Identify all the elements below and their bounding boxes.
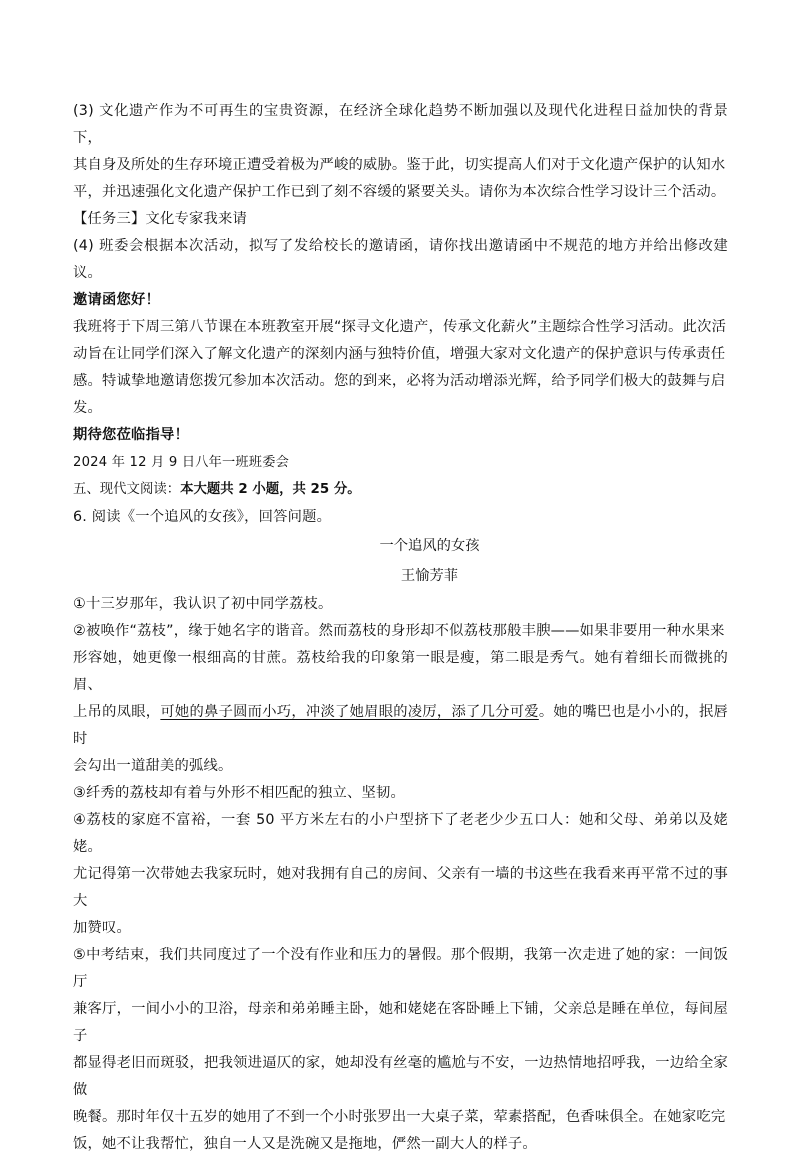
question-3-line-2: 其自身及所处的生存环境正遭受着极为严峻的威胁。鉴于此，切实提高人们对于文化遗产保护的认知水 [73, 157, 726, 173]
section-5-heading [73, 476, 728, 504]
section-5-prefix: 五、现代文阅读： [73, 482, 181, 497]
page-content [73, 98, 728, 1158]
article-author: 王愉芳菲 [400, 568, 459, 584]
article-paragraph-5-line-5: 饭，她不让我帮忙，独自一人又是洗碗又是拖地，俨然一副大人的样子。 [73, 1136, 537, 1152]
article-paragraph-2-line-3 [73, 699, 728, 753]
invitation-body-line-3: 感。特诚挚地邀请您拨冗参加本次活动。您的到来，必将为活动增添光辉，给予同学们极大的鼓舞与启 [73, 373, 726, 389]
article-paragraph-2-line-3-end: 。她的嘴巴也是小小的，抿唇时 [73, 704, 728, 747]
article-paragraph-4-line-3: 加赞叹。 [73, 920, 131, 936]
article-title: 一个追风的女孩 [379, 538, 480, 554]
article-paragraph-2-line-3-start: 上吊的凤眼， [73, 704, 161, 720]
section-5-details: 本大题共 2 小题，共 25 分。 [180, 482, 361, 497]
question-6-intro: 6. 阅读《一个追风的女孩》，回答问题。 [73, 509, 332, 525]
invitation-greeting: 邀请函您好！ [73, 292, 160, 308]
question-4-line-1: (4) 班委会根据本次活动，拟写了发给校长的邀请函，请你找出邀请函中不规范的地方并给出修改建议。 [73, 238, 728, 281]
invitation-body-line-4: 发。 [73, 400, 102, 416]
article-paragraph-5-line-3: 都显得老旧而斑驳，把我领进逼仄的家，她却没有丝毫的尴尬与不安，一边热情地招呼我，一边给全家做 [73, 1055, 728, 1098]
question-3-line-3: 平，并迅速强化文化遗产保护工作已到了刻不容缓的紧要关头。请你为本次综合性学习设计三个活动。 [73, 184, 726, 200]
article-paragraph-4-line-2: 尤记得第一次带她去我家玩时，她对我拥有自己的房间、父亲有一墙的书这些在我看来再平常不过的事大 [73, 866, 728, 909]
article-paragraph-1: ①十三岁那年，我认识了初中同学荔枝。 [73, 596, 333, 612]
question-3-line-1: (3) 文化遗产作为不可再生的宝贵资源，在经济全球化趋势不断加强以及现代化进程日益加快的背景下， [73, 103, 728, 146]
article-paragraph-2-line-1: ②被唤作“荔枝”，缘于她名字的谐音。然而荔枝的身形却不似荔枝那般丰腴——如果非要用一种水果来 [73, 623, 725, 639]
article-paragraph-5-line-4: 晚餐。那时年仅十五岁的她用了不到一个小时张罗出一大桌子菜，荤素搭配，色香味俱全。在她家吃完 [73, 1109, 726, 1125]
invitation-signature: 2024 年 12 月 9 日八年一班班委会 [73, 455, 289, 470]
invitation-body-line-2: 动旨在让同学们深入了解文化遗产的深刻内涵与独特价值，增强大家对文化遗产的保护意识与传承责任 [73, 346, 726, 362]
task-3-heading: 【任务三】文化专家我来请 [73, 211, 247, 227]
article-paragraph-2-line-2: 形容她，她更像一根细高的甘蔗。荔枝给我的印象第一眼是瘦，第二眼是秀气。她有着细长而微挑的眉、 [73, 650, 728, 693]
article-paragraph-5-line-2: 兼客厅，一间小小的卫浴，母亲和弟弟睡主卧，她和姥姥在客卧睡上下铺，父亲总是睡在单位，每间屋子 [73, 1001, 728, 1044]
article-paragraph-3: ③纤秀的荔枝却有着与外形不相匹配的独立、坚韧。 [73, 785, 405, 801]
article-paragraph-5-line-1: ⑤中考结束，我们共同度过了一个没有作业和压力的暑假。那个假期，我第一次走进了她的家：一间饭厅 [73, 947, 728, 990]
underlined-sentence: 可她的鼻子圆而小巧，冲淡了她眉眼的凌厉，添了几分可爱 [160, 704, 539, 720]
invitation-body-line-1: 我班将于下周三第八节课在本班教室开展“探寻文化遗产，传承文化薪火”主题综合性学习活动。此次活 [73, 319, 727, 335]
article-paragraph-4-line-1: ④荔枝的家庭不富裕，一套 50 平方米左右的小户型挤下了老老少少五口人：她和父母、弟弟以及姥姥。 [73, 812, 728, 855]
article-paragraph-2-line-4: 会勾出一道甜美的弧线。 [73, 758, 233, 774]
invitation-closing: 期待您莅临指导！ [73, 427, 189, 443]
